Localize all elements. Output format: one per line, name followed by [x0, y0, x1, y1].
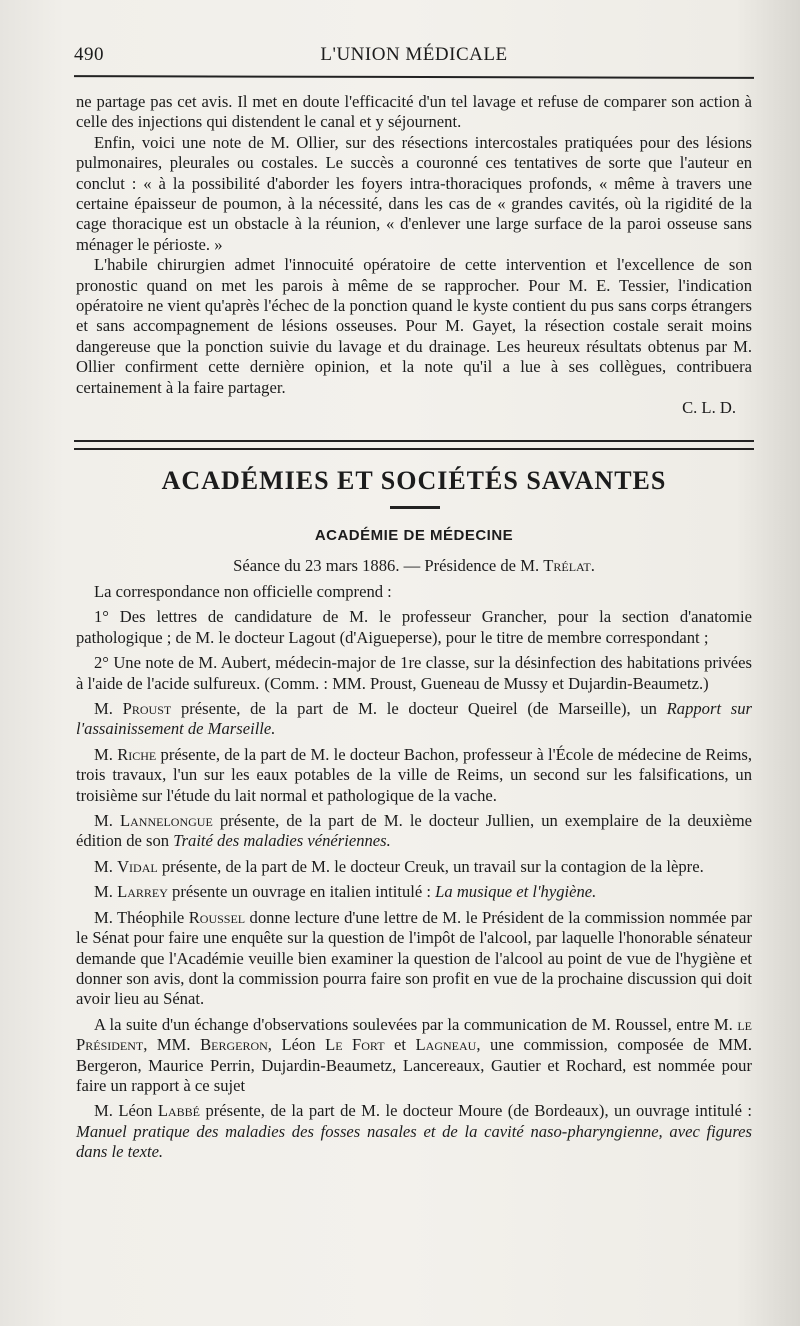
- top-article-text: [76, 92, 752, 419]
- title-rule: [390, 506, 440, 509]
- paragraph: 1° Des lettres de candidature de M. le professeur Grancher, pour la section d'anatomie pathologique ; de M. le docteur Lagout (d'Aigueperse), pour le titre de membre correspondant ;: [76, 607, 752, 647]
- paragraph: M. Riche présente, de la part de M. le docteur Bachon, professeur à l'École de médecine de Reims, trois travaux, l'un sur les eaux potables de la ville de Reims, un second sur les falsifications, un troisième sur l'étude du lait normal et pathologique de la vache.: [76, 744, 752, 805]
- paragraph: M. Théophile Roussel donne lecture d'une lettre de M. le Président de la commission nommée par le Sénat pour faire une enquête sur la question de l'impôt de l'alcool, par laquelle l'honorable sénateur demande que l'Académie veuille bien examiner la question de l'alcool au point de vue de l'hygiène et donner son avis, dont la commission pourra faire son profit en vue de la prochaine discussion qui doit avoir lieu au Sénat.: [76, 907, 752, 1009]
- header-rule: [74, 75, 754, 79]
- paragraph: ne partage pas cet avis. Il met en doute l'efficacité d'un tel lavage et refuse de comparer son action à celle des injections qui distendent le canal et y séjournent.: [76, 92, 752, 132]
- running-header: [74, 44, 754, 72]
- academie-text: [76, 582, 752, 1168]
- paragraph: M. Vidal présente, de la part de M. le docteur Creuk, un travail sur la contagion de la lèpre.: [94, 856, 704, 876]
- paragraph: M. Léon Labbé présente, de la part de M. le docteur Moure (de Bordeaux), un ouvrage intitulé : Manuel pratique des maladies des fosses nasales et de la cavité naso-pharyngienne, avec figures dans le texte.: [76, 1101, 752, 1162]
- paragraph: M. Lannelongue présente, de la part de M. le docteur Jullien, un exemplaire de la deuxième édition de son Traité des maladies vénériennes.: [76, 811, 752, 851]
- paragraph: M. Proust présente, de la part de M. le docteur Queirel (de Marseille), un Rapport sur l'assainissement de Marseille.: [76, 699, 752, 739]
- journal-title: L'UNION MÉDICALE: [320, 44, 508, 65]
- paragraph: La correspondance non officielle comprend :: [94, 582, 392, 601]
- paragraph: M. Larrey présente un ouvrage en italien intitulé : La musique et l'hygiène.: [94, 882, 597, 902]
- section-title: ACADÉMIES ET SOCIÉTÉS SAVANTES: [161, 466, 667, 495]
- signature: C. L. D.: [682, 398, 736, 418]
- section-subtitle: ACADÉMIE DE MÉDECINE: [314, 527, 514, 544]
- paragraph: L'habile chirurgien admet l'innocuité opératoire de cette intervention et l'excellence de son pronostic quand on met les parois à même de se rapprocher. Pour M. E. Tessier, l'indication opératoire ne vient qu'après l'échec de la ponction quand le kyste contient du pus sans corps étrangers et sans accompagnement de lésions osseuses. Pour M. Gayet, la résection costale serait moins dangereuse que la ponction suivie du lavage et du drainage. Les heureux résultats obtenus par M. Ollier confirment cette dernière opinion, et la note qu'il a lue à ses collègues, contribuera certainement à la faire partager.: [76, 255, 752, 397]
- seance-line: Séance du 23 mars 1886. — Présidence de M. Trélat.: [233, 556, 595, 575]
- paragraph: 2° Une note de M. Aubert, médecin-major de 1re classe, sur la désinfection des habitations privées à l'aide de l'acide sulfureux. (Comm. : MM. Proust, Gueneau de Mussy et Dujardin-Beaumetz.): [76, 653, 752, 693]
- section-divider: [74, 440, 754, 450]
- page-number: 490: [74, 44, 104, 65]
- paragraph: Enfin, voici une note de M. Ollier, sur des résections intercostales pratiquées pour des lésions pulmonaires, pleurales ou costales. Le succès a couronné ces tentatives de sorte que l'auteur en conclut : « à la possibilité d'aborder les foyers intra-thoraciques profonds, « même à travers une certaine épaisseur de poumon, à la nécessité, dans les cas de « grandes cavités, où la rigidité de la cage thoracique est un obstacle à la réunion, « d'enlever une large surface de la paroi osseuse sans ménager le périoste. »: [76, 132, 752, 254]
- paragraph: A la suite d'un échange d'observations soulevées par la communication de M. Roussel, entre M. le Président, MM. Bergeron, Léon Le Fort et Lagneau, une commission, composée de MM. Bergeron, Maurice Perrin, Dujardin-Beaumetz, Lancereaux, Gautier et Rochard, est nommée pour faire un rapport à ce sujet: [76, 1014, 753, 1095]
